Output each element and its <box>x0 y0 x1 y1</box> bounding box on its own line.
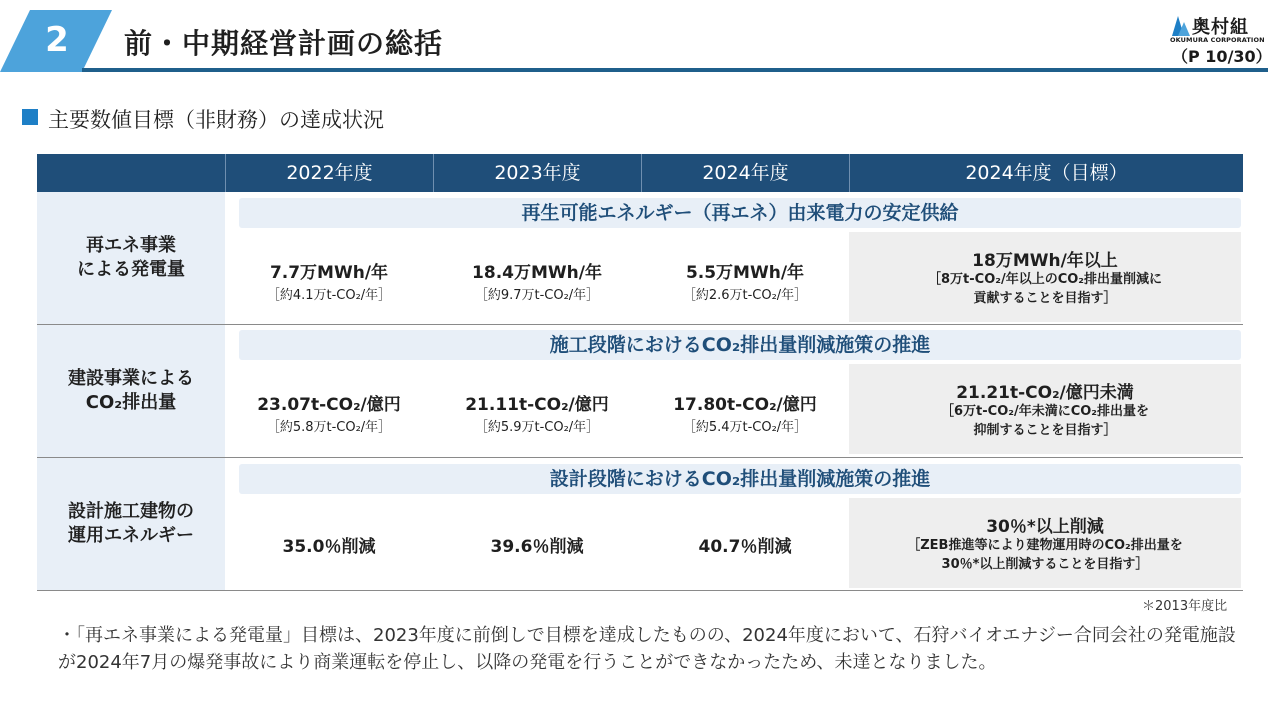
page-title: 前・中期経営計画の総括 <box>124 27 444 60</box>
row-band-construction: 施工段階におけるCO₂排出量削減施策の推進 <box>239 330 1241 360</box>
value-main: 21.11t-CO₂/億円 <box>465 395 609 415</box>
value-cell-2023 <box>433 532 641 557</box>
row-header-renewable-generation <box>37 192 225 324</box>
value-main: 18.4万MWh/年 <box>472 263 602 283</box>
target-main: 30％*以上削減 <box>986 517 1104 537</box>
value-note: ［約4.1万t-CO₂/年］ <box>266 288 392 303</box>
row-label-line2: 運用エネルギー <box>68 525 194 546</box>
targets-table <box>37 154 1243 591</box>
value-note: ［約5.9万t-CO₂/年］ <box>474 420 600 435</box>
value-cell-2023 <box>433 390 641 435</box>
row-divider <box>37 590 1243 591</box>
value-cell-2022 <box>225 258 433 303</box>
value-note: ［約2.6万t-CO₂/年］ <box>682 288 808 303</box>
value-cell-2024 <box>641 258 849 303</box>
value-main: 23.07t-CO₂/億円 <box>257 395 401 415</box>
logo-subtext: OKUMURA CORPORATION <box>1170 36 1265 44</box>
row-label-line2: CO₂排出量 <box>85 392 177 413</box>
column-header-2024: 2024年度 <box>641 154 849 192</box>
row-label-line1: 建設事業による <box>68 367 194 389</box>
target-note-line2: 抑制することを目指す］ <box>973 422 1117 438</box>
target-note-line2: 30％*以上削減することを目指す］ <box>941 556 1149 572</box>
value-main: 5.5万MWh/年 <box>685 263 805 283</box>
row-label-line1: 設計施工建物の <box>68 500 194 522</box>
value-main: 40.7％削減 <box>698 537 792 557</box>
value-cell-2022 <box>225 532 433 557</box>
column-header-2024-target: 2024年度（目標） <box>849 154 1243 192</box>
value-main: 7.7万MWh/年 <box>269 263 389 283</box>
page-indicator: （P 10/30） <box>1172 47 1272 66</box>
section-heading: 主要数値目標（非財務）の達成状況 <box>48 108 384 132</box>
bullet-text: 「再エネ事業による発電量」目標は、2023年度に前倒しで目標を達成したものの、2024年度において、石狩バイオエナジー合同会社の発電施設が2024年7月の爆発事故により商業運転を停止し、以降の発電を行うことができなかったため、未達となりました。 <box>58 625 1236 673</box>
value-note: ［約5.8万t-CO₂/年］ <box>266 420 392 435</box>
target-note-line2: 貢献することを目指す］ <box>973 290 1117 306</box>
row-header-construction-co2 <box>37 325 225 457</box>
target-main: 21.21t-CO₂/億円未満 <box>956 383 1134 403</box>
target-cell <box>849 512 1241 575</box>
heading-square-icon <box>22 109 38 125</box>
target-note-line1: ［8万t-CO₂/年以上のCO₂排出量削減に <box>928 272 1162 287</box>
bullet-marker: ・ <box>58 625 76 646</box>
logo-text: 奥村組 <box>1192 17 1249 38</box>
row-label-line2: による発電量 <box>77 259 185 280</box>
table-footnote: ＊2013年度比 <box>1142 599 1228 614</box>
row-label-line1: 再エネ事業 <box>86 234 176 256</box>
column-header-2022: 2022年度 <box>225 154 433 192</box>
row-band-design: 設計段階におけるCO₂排出量削減施策の推進 <box>239 464 1241 494</box>
value-main: 39.6％削減 <box>490 537 584 557</box>
value-cell-2024 <box>641 390 849 435</box>
company-logo <box>1170 14 1265 46</box>
value-note: ［約5.4万t-CO₂/年］ <box>682 420 808 435</box>
logo-mark-icon <box>1172 16 1190 36</box>
target-main: 18万MWh/年以上 <box>972 251 1118 271</box>
row-header-building-energy <box>37 458 225 590</box>
row-band-renewable: 再生可能エネルギー（再エネ）由来電力の安定供給 <box>239 198 1241 228</box>
value-cell-2023 <box>433 258 641 303</box>
value-cell-2022 <box>225 390 433 435</box>
value-note: ［約9.7万t-CO₂/年］ <box>474 288 600 303</box>
title-underline <box>82 68 1268 72</box>
target-cell <box>849 246 1241 309</box>
target-note-line1: ［6万t-CO₂/年未満にCO₂排出量を <box>941 404 1149 419</box>
bullet-note <box>58 622 1238 676</box>
table-header <box>37 154 1243 192</box>
target-note-line1: ［ZEB推進等により建物運用時のCO₂排出量を <box>907 538 1183 553</box>
value-main: 17.80t-CO₂/億円 <box>673 395 817 415</box>
value-cell-2024 <box>641 532 849 557</box>
column-header-empty <box>37 154 225 192</box>
value-main: 35.0％削減 <box>282 537 376 557</box>
column-header-2023: 2023年度 <box>433 154 641 192</box>
target-cell <box>849 378 1241 441</box>
section-number: 2 <box>45 20 69 60</box>
